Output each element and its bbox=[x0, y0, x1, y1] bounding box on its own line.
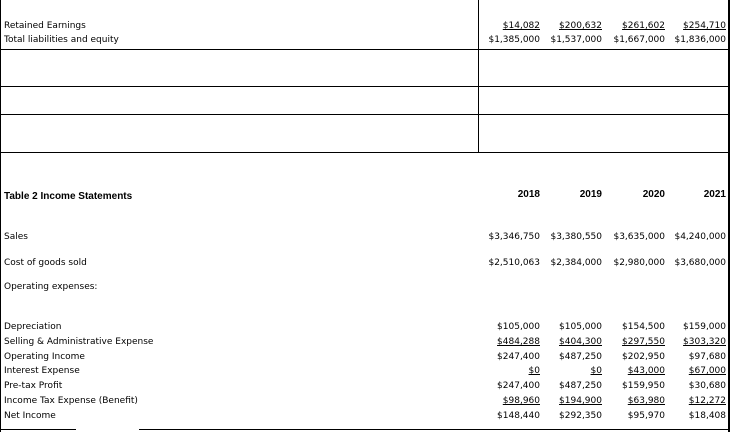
income-row-value: $30,680 bbox=[688, 381, 726, 391]
year-2018: 2018 bbox=[517, 189, 540, 200]
total-liabilities-2020: $1,667,000 bbox=[613, 35, 665, 45]
income-row-label: Income Tax Expense (Benefit) bbox=[4, 396, 138, 406]
row-border bbox=[0, 49, 730, 50]
sales-2018: $3,346,750 bbox=[488, 232, 540, 242]
retained-earnings-2021: $254,710 bbox=[683, 21, 726, 31]
income-row-value: $484,288 bbox=[497, 337, 540, 347]
income-table-title: Table 2 Income Statements bbox=[4, 191, 133, 202]
row-border bbox=[0, 152, 730, 153]
total-liabilities-label: Total liabilities and equity bbox=[4, 35, 119, 45]
year-2020: 2020 bbox=[642, 189, 665, 200]
total-liabilities-2021: $1,836,000 bbox=[674, 35, 726, 45]
income-row-value: $159,950 bbox=[622, 381, 665, 391]
income-row-value: $43,000 bbox=[627, 366, 665, 376]
income-row-value: $18,408 bbox=[688, 411, 726, 421]
income-row-value: $247,400 bbox=[497, 352, 540, 362]
income-row-value: $67,000 bbox=[688, 366, 726, 376]
retained-earnings-label: Retained Earnings bbox=[4, 21, 86, 31]
income-row-value: $105,000 bbox=[497, 322, 540, 332]
cogs-label: Cost of goods sold bbox=[4, 258, 87, 268]
sales-label: Sales bbox=[4, 232, 28, 242]
income-row-label: Net Income bbox=[4, 411, 56, 421]
income-row-value: $148,440 bbox=[497, 411, 540, 421]
total-liabilities-2019: $1,537,000 bbox=[550, 35, 602, 45]
income-row-value: $95,970 bbox=[627, 411, 665, 421]
income-row-value: $63,980 bbox=[627, 396, 665, 406]
cogs-2018: $2,510,063 bbox=[488, 258, 540, 268]
year-2019: 2019 bbox=[579, 189, 602, 200]
income-row-value: $0 bbox=[528, 366, 540, 376]
cogs-2021: $3,680,000 bbox=[674, 258, 726, 268]
total-liabilities-2018: $1,385,000 bbox=[488, 35, 540, 45]
year-2021: 2021 bbox=[703, 189, 726, 200]
income-row-label: Interest Expense bbox=[4, 366, 80, 376]
row-border bbox=[0, 86, 730, 87]
income-row-value: $292,350 bbox=[559, 411, 602, 421]
retained-earnings-2019: $200,632 bbox=[559, 21, 602, 31]
retained-earnings-2020: $261,602 bbox=[622, 21, 665, 31]
income-row-value: $487,250 bbox=[559, 381, 602, 391]
income-row-value: $98,960 bbox=[502, 396, 540, 406]
row-border bbox=[139, 429, 730, 430]
row-border bbox=[0, 429, 76, 430]
income-row-value: $105,000 bbox=[559, 322, 602, 332]
income-row-value: $0 bbox=[590, 366, 602, 376]
retained-earnings-2018: $14,082 bbox=[502, 21, 540, 31]
sales-2019: $3,380,550 bbox=[550, 232, 602, 242]
income-row-value: $194,900 bbox=[559, 396, 602, 406]
income-row-label: Operating Income bbox=[4, 352, 85, 362]
col-border bbox=[728, 0, 729, 432]
income-row-label: Selling & Administrative Expense bbox=[4, 337, 154, 347]
cogs-2019: $2,384,000 bbox=[550, 258, 602, 268]
col-border bbox=[0, 0, 1, 432]
income-row-value: $97,680 bbox=[688, 352, 726, 362]
operating-expenses-label: Operating expenses: bbox=[4, 282, 98, 292]
cogs-2020: $2,980,000 bbox=[613, 258, 665, 268]
income-row-value: $487,250 bbox=[559, 352, 602, 362]
income-row-value: $12,272 bbox=[688, 396, 726, 406]
income-row-value: $202,950 bbox=[622, 352, 665, 362]
income-row-value: $404,300 bbox=[559, 337, 602, 347]
income-row-value: $297,550 bbox=[622, 337, 665, 347]
income-row-label: Depreciation bbox=[4, 322, 62, 332]
income-row-value: $154,500 bbox=[622, 322, 665, 332]
row-border bbox=[0, 114, 730, 115]
income-row-label: Pre-tax Profit bbox=[4, 381, 63, 391]
sales-2020: $3,635,000 bbox=[613, 232, 665, 242]
sales-2021: $4,240,000 bbox=[674, 232, 726, 242]
income-row-value: $303,320 bbox=[683, 337, 726, 347]
income-row-value: $159,000 bbox=[683, 322, 726, 332]
income-row-value: $247,400 bbox=[497, 381, 540, 391]
